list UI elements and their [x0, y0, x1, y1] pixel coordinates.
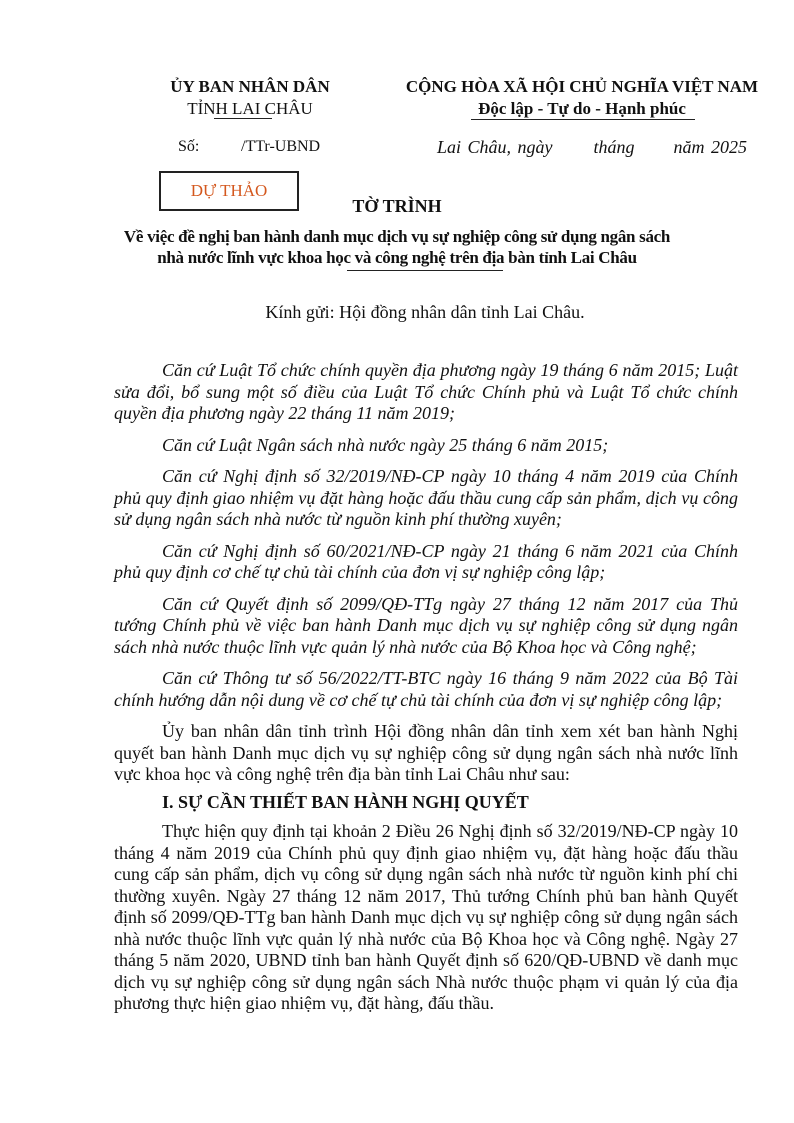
- document-body: [114, 360, 738, 1025]
- document-number-label: Số:: [178, 138, 200, 155]
- nation-line1: CỘNG HÒA XÃ HỘI CHỦ NGHĨA VIỆT NAM: [405, 77, 759, 96]
- legal-basis-4: Căn cứ Nghị định số 60/2021/NĐ-CP ngày 21 tháng 6 năm 2021 của Chính phủ quy định cơ chế tự chủ tài chính của đơn vị sự nghiệp công lập;: [114, 540, 738, 582]
- issuing-authority: [150, 76, 350, 120]
- legal-basis-6: Căn cứ Thông tư số 56/2022/TT-BTC ngày 16 tháng 9 năm 2022 của Bộ Tài chính hướng dẫn nội dung về cơ chế tự chủ tài chính của đơn vị sự nghiệp công lập;: [114, 668, 738, 710]
- section1-heading: I. SỰ CẦN THIẾT BAN HÀNH NGHỊ QUYẾT: [162, 791, 529, 812]
- authority-line2: TỈNH LAI CHÂU: [187, 99, 313, 118]
- greeting: Kính gửi: Hội đồng nhân dân tỉnh Lai Châu.: [265, 302, 585, 322]
- authority-line1: ỦY BAN NHÂN DÂN: [170, 77, 330, 96]
- section1-paragraph: Thực hiện quy định tại khoản 2 Điều 26 Nghị định số 32/2019/NĐ-CP ngày 10 tháng 4 năm 2019 của Chính phủ quy định giao nhiệm vụ, đặt hàng hoặc đấu thầu cung cấp sản phẩm, dịch vụ công sử dụng ngân sách nhà nước từ nguồn kinh phí chi thường xuyên. Ngày 27 tháng 12 năm 2017, Thủ tướng Chính phủ ban hành Quyết định số 2099/QĐ-TTg ban hành Danh mục dịch vụ sự nghiệp công sử dụng ngân sách nhà nước thuộc lĩnh vực quản lý nhà nước của Bộ Khoa học và Công nghệ. Ngày 27 tháng 5 năm 2020, UBND tỉnh ban hành Quyết định số 620/QĐ-UBND về danh mục dịch vụ sự nghiệp công sử dụng ngân sách Nhà nước thuộc phạm vi quản lý của địa phương thực hiện giao nhiệm vụ, đặt hàng, đấu thầu.: [114, 821, 738, 1013]
- legal-basis-5: Căn cứ Quyết định số 2099/QĐ-TTg ngày 27 tháng 12 năm 2017 của Thủ tướng Chính phủ về việc ban hành Danh mục dịch vụ sự nghiệp công sử dụng ngân sách nhà nước thuộc lĩnh vực quản lý nhà nước của Bộ Khoa học và Công nghệ;: [114, 593, 738, 657]
- date-month: tháng: [593, 137, 635, 157]
- authority-underline: [214, 118, 272, 119]
- legal-basis-2: Căn cứ Luật Ngân sách nhà nước ngày 25 tháng 6 năm 2015;: [162, 434, 609, 455]
- national-motto: [392, 76, 772, 120]
- subtitle-line2: nhà nước lĩnh vực khoa học và công nghệ trên địa bàn tỉnh Lai Châu: [157, 248, 637, 267]
- subtitle-underline: [347, 270, 503, 271]
- date-year: năm 2025: [673, 137, 748, 157]
- document-subtitle: [100, 226, 694, 268]
- legal-basis-3: Căn cứ Nghị định số 32/2019/NĐ-CP ngày 10 tháng 4 năm 2019 của Chính phủ quy định giao nhiệm vụ đặt hàng hoặc đấu thầu cung cấp sản phẩm, dịch vụ công sử dụng ngân sách nhà nước từ nguồn kinh phí thường xuyên;: [114, 466, 738, 529]
- legal-basis-1: Căn cứ Luật Tổ chức chính quyền địa phương ngày 19 tháng 6 năm 2015; Luật sửa đổi, bổ sung một số điều của Luật Tổ chức Chính phủ và Luật Tổ chức chính quyền địa phương ngày 22 tháng 11 năm 2019;: [114, 360, 738, 423]
- document-title: TỜ TRÌNH: [352, 196, 442, 216]
- subtitle-line1: Về việc đề nghị ban hành danh mục dịch vụ sự nghiệp công sử dụng ngân sách: [123, 227, 671, 246]
- intro-paragraph: Ủy ban nhân dân tỉnh trình Hội đồng nhân dân tỉnh xem xét ban hành Nghị quyết ban hành Danh mục dịch vụ sự nghiệp công sử dụng ngân sách nhà nước lĩnh vực khoa học và công nghệ trên địa bàn tỉnh Lai Châu như sau:: [114, 721, 738, 784]
- nation-line2: Độc lập - Tự do - Hạnh phúc: [478, 99, 686, 118]
- date-place: Lai Châu, ngày: [437, 137, 553, 157]
- document-date: [437, 137, 747, 158]
- document-number-code: /TTr-UBND: [241, 138, 321, 155]
- draft-stamp: DỰ THẢO: [159, 171, 299, 211]
- motto-underline: [471, 119, 695, 120]
